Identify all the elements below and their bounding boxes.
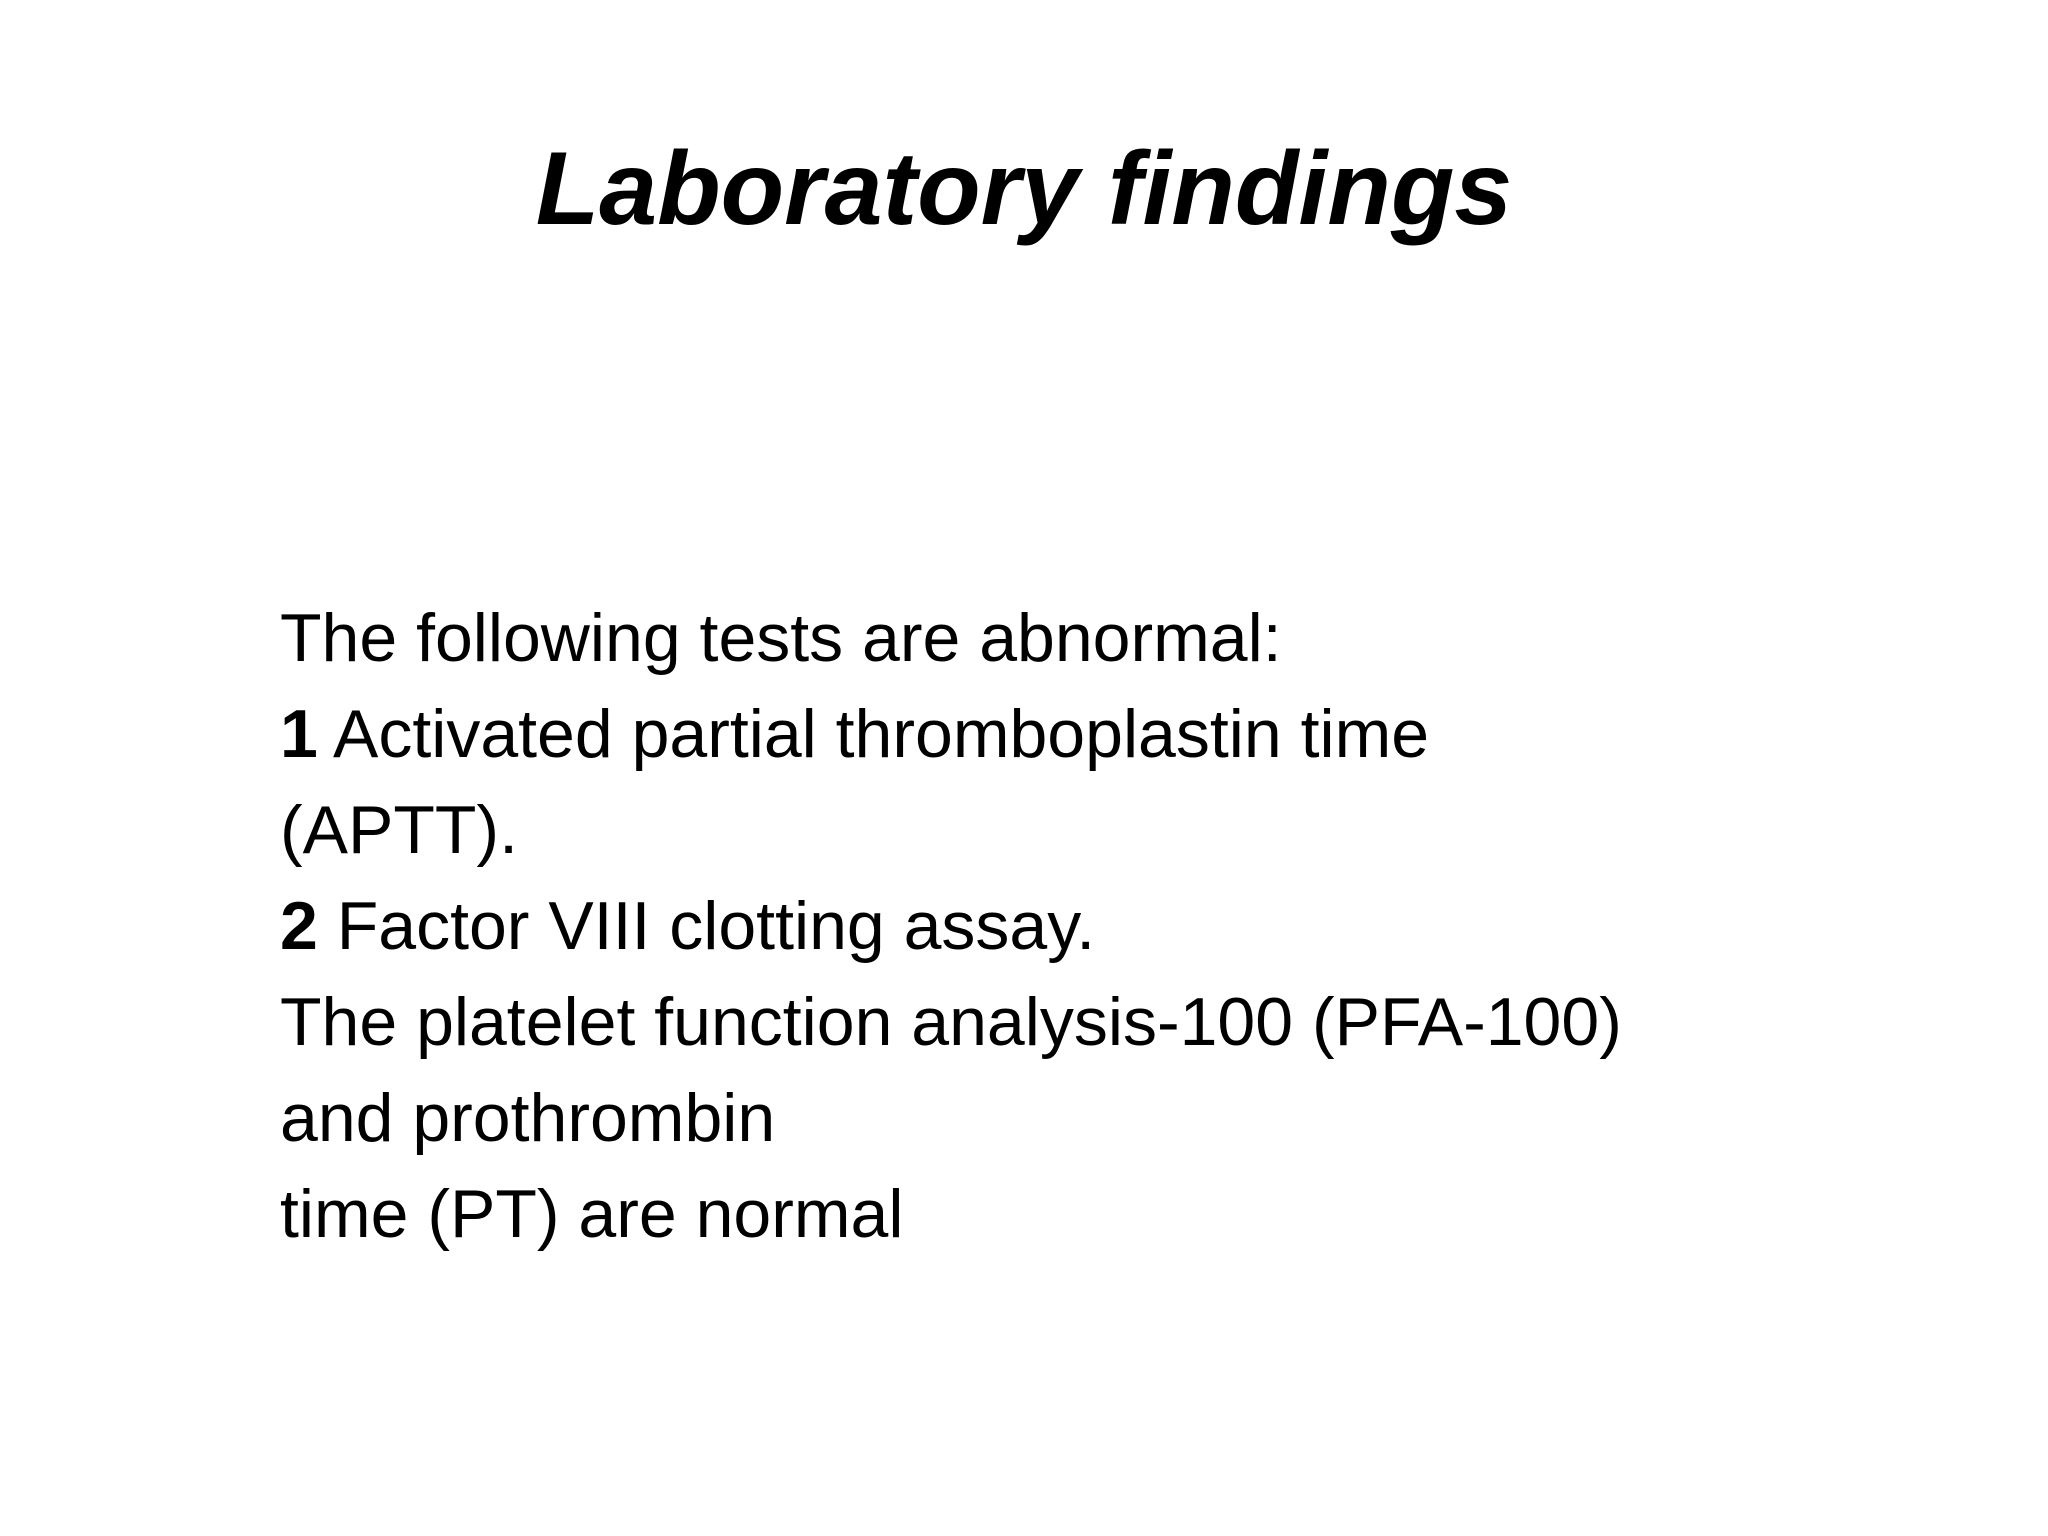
body-line-normal-1: [280, 974, 1880, 1070]
body-line-normal-2: [280, 1070, 1880, 1166]
body-line-item-1: [280, 686, 1880, 782]
slide-body: [280, 590, 1880, 1262]
body-line-item-1-continued: [280, 782, 1880, 878]
slide-title: Laboratory findings: [535, 131, 1513, 247]
body-line-text: The platelet function analysis-100 (PFA-100): [280, 984, 1622, 1060]
body-line-text: and prothrombin: [280, 1080, 776, 1156]
body-line-text: Factor VIII clotting assay.: [317, 888, 1096, 964]
body-line-text: (APTT).: [280, 792, 518, 868]
body-line-text: time (PT) are normal: [280, 1176, 904, 1252]
item-number: 2: [280, 888, 318, 964]
body-line-item-2: [280, 878, 1880, 974]
body-line-normal-3: [280, 1166, 1880, 1262]
body-line-intro: [280, 590, 1880, 686]
item-number: 1: [280, 696, 318, 772]
body-line-text: Activated partial thromboplastin time: [317, 696, 1430, 772]
body-line-text: The following tests are abnormal:: [280, 600, 1282, 676]
